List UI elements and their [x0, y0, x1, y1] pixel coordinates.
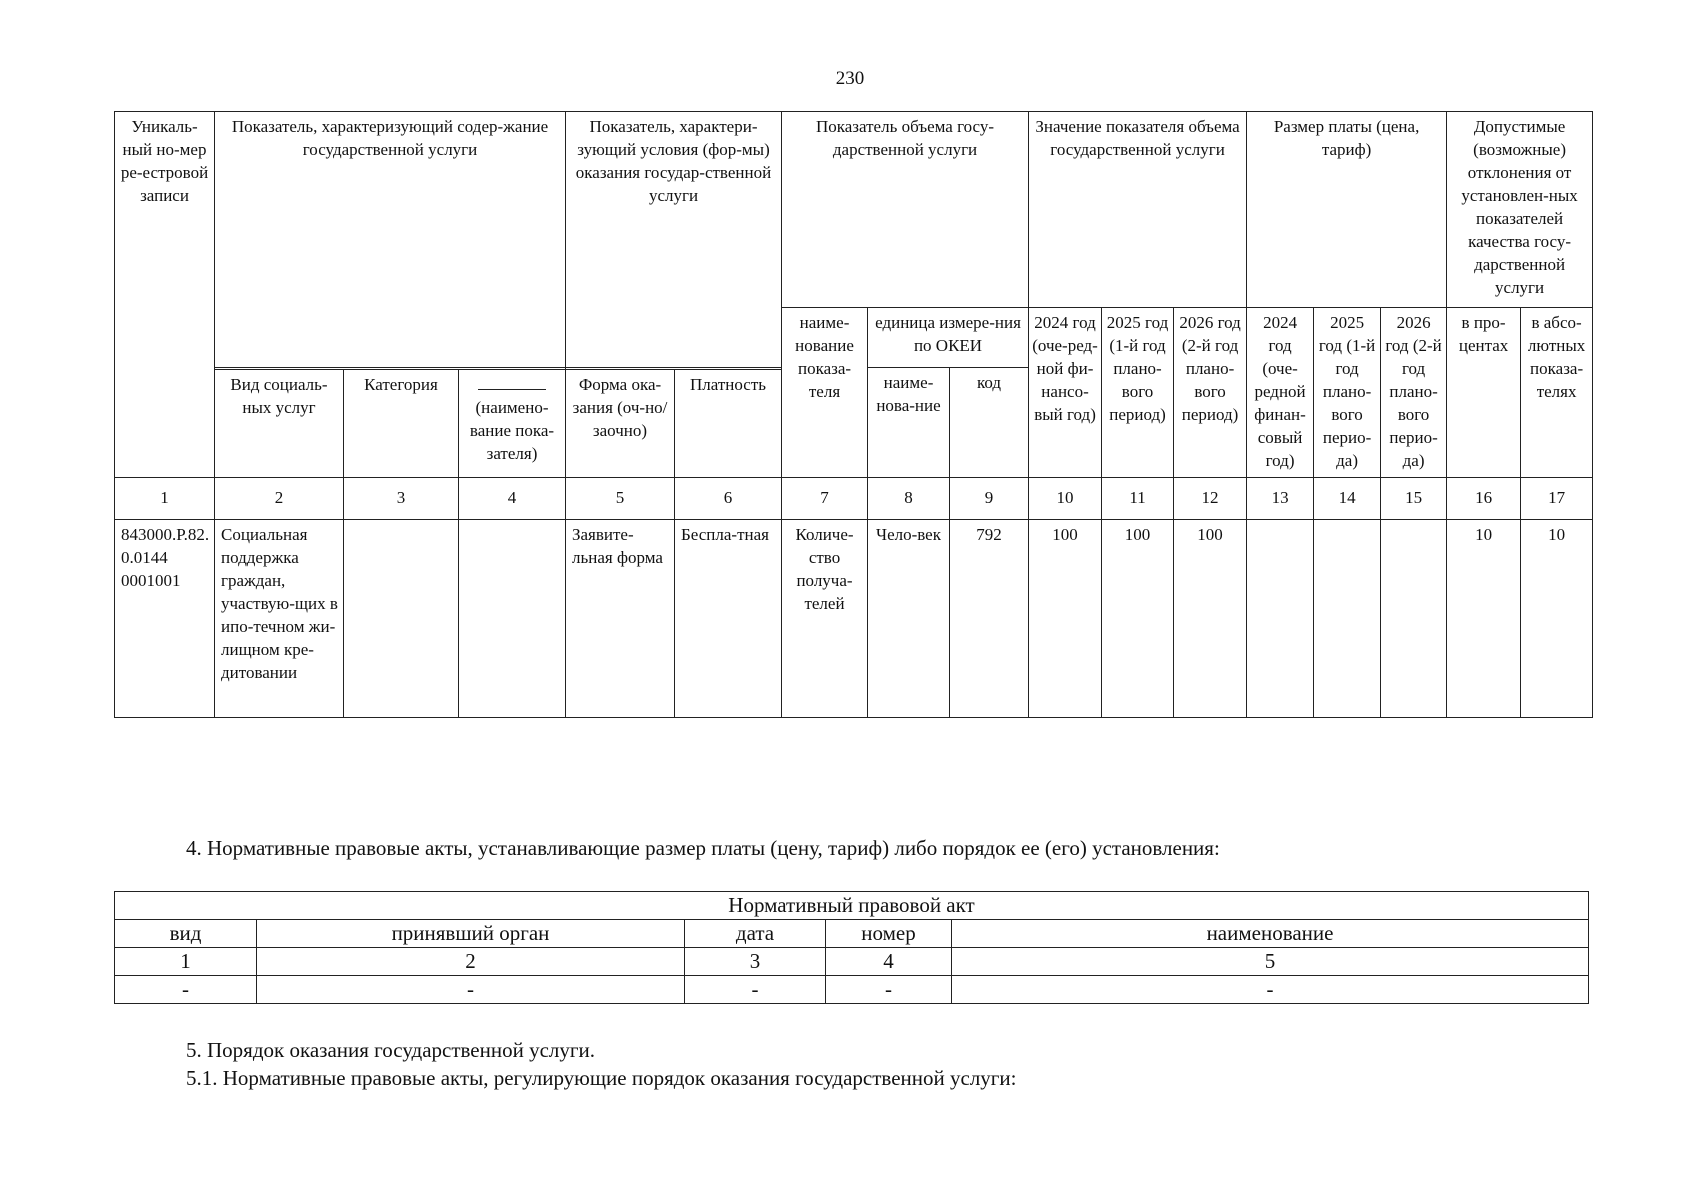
legal-column-number: 5	[952, 948, 1589, 976]
legal-table-title: Нормативный правовой акт	[115, 892, 1589, 920]
legal-header-date: дата	[685, 920, 826, 948]
unit-name-cell: Чело-век	[868, 519, 950, 717]
legal-cell: -	[257, 976, 685, 1004]
header-indicator-name: наиме-нование показа-теля	[782, 308, 868, 478]
header-condition-indicator: Показатель, характери-зующий условия (фор-мы) оказания государ-ственной услуги	[566, 112, 782, 368]
header-okei-name: наиме-нова-ние	[868, 368, 950, 478]
legal-acts-table	[114, 891, 1589, 1004]
service-volume-table	[114, 111, 1593, 718]
volume-2024-cell: 100	[1029, 519, 1102, 717]
legal-column-number: 4	[826, 948, 952, 976]
header-okei-code: код	[950, 368, 1029, 478]
legal-cell: -	[826, 976, 952, 1004]
column-number: 14	[1314, 478, 1381, 520]
header-paid: Платность	[675, 370, 782, 478]
volume-2025-cell: 100	[1102, 519, 1174, 717]
column-number: 9	[950, 478, 1029, 520]
header-unique-number: Уникаль-ный но-мер ре-естровой записи	[115, 112, 215, 478]
column-numbers-row	[115, 478, 1593, 520]
column-number: 7	[782, 478, 868, 520]
header-in-percent: в про-центах	[1447, 308, 1521, 478]
deviation-percent-cell: 10	[1447, 519, 1521, 717]
header-social-services-type: Вид социаль-ных услуг	[215, 370, 344, 478]
form-cell: Заявите-льная форма	[566, 519, 675, 717]
header-okei-unit: единица измере-ния по ОКЕИ	[868, 308, 1029, 368]
header-service-form: Форма ока-зания (оч-но/заочно)	[566, 370, 675, 478]
table-row	[115, 519, 1593, 717]
indicator-cell	[459, 519, 566, 717]
section-5-1-text: 5.1. Нормативные правовые акты, регулирующие порядок оказания государственной услуги:	[186, 1066, 1017, 1090]
table-row	[115, 976, 1589, 1004]
legal-header-number: номер	[826, 920, 952, 948]
header-deviations: Допустимые (возможные) отклонения от установлен-ных показателей качества госу-дарственной услуги	[1447, 112, 1593, 308]
header-indicator-name-blank	[459, 370, 566, 478]
column-number: 10	[1029, 478, 1102, 520]
column-number: 11	[1102, 478, 1174, 520]
category-cell	[344, 519, 459, 717]
header-2025-fee: 2025 год (1-й год плано-вого перио-да)	[1314, 308, 1381, 478]
fee-2025-cell	[1314, 519, 1381, 717]
header-in-absolute: в абсо-лютных показа-телях	[1521, 308, 1593, 478]
column-number: 3	[344, 478, 459, 520]
legal-cell: -	[115, 976, 257, 1004]
legal-cell: -	[952, 976, 1589, 1004]
column-number: 16	[1447, 478, 1521, 520]
column-number: 4	[459, 478, 566, 520]
column-number: 5	[566, 478, 675, 520]
header-volume-value: Значение показателя объема государственной услуги	[1029, 112, 1247, 308]
legal-column-number: 2	[257, 948, 685, 976]
column-number: 6	[675, 478, 782, 520]
column-number: 17	[1521, 478, 1593, 520]
unit-code-cell: 792	[950, 519, 1029, 717]
header-2026-fee: 2026 год (2-й год плано-вого перио-да)	[1381, 308, 1447, 478]
section-5-text: 5. Порядок оказания государственной услуги.	[186, 1038, 595, 1062]
page-number: 230	[835, 68, 865, 89]
legal-cell: -	[685, 976, 826, 1004]
legal-column-number: 1	[115, 948, 257, 976]
header-2024-volume: 2024 год (оче-ред-ной фи-нансо-вый год)	[1029, 308, 1102, 478]
column-number: 12	[1174, 478, 1247, 520]
service-type-cell: Социальная поддержка граждан, участвую-щих в ипо-течном жи-лищном кре-дитовании	[215, 519, 344, 717]
volume-indicator-cell: Количе-ство получа-телей	[782, 519, 868, 717]
deviation-absolute-cell: 10	[1521, 519, 1593, 717]
column-number: 13	[1247, 478, 1314, 520]
registry-number-cell: 843000.Р.82.0.0144 0001001	[115, 519, 215, 717]
legal-header-name: наименование	[952, 920, 1589, 948]
legal-column-number: 3	[685, 948, 826, 976]
column-number: 2	[215, 478, 344, 520]
header-volume-indicator: Показатель объема госу-дарственной услуги	[782, 112, 1029, 308]
header-indicator-blank-label: (наимено-вание пока-зателя)	[469, 397, 555, 463]
fee-2026-cell	[1381, 519, 1447, 717]
header-fee: Размер платы (цена, тариф)	[1247, 112, 1447, 308]
column-number: 15	[1381, 478, 1447, 520]
legal-header-type: вид	[115, 920, 257, 948]
blank-line	[478, 379, 546, 390]
header-2026-volume: 2026 год (2-й год плано-вого период)	[1174, 308, 1247, 478]
section-4-text: 4. Нормативные правовые акты, устанавливающие размер платы (цену, тариф) либо порядок ее (его) установления:	[186, 836, 1220, 860]
volume-2026-cell: 100	[1174, 519, 1247, 717]
column-number: 8	[868, 478, 950, 520]
paid-cell: Беспла-тная	[675, 519, 782, 717]
header-content-indicator: Показатель, характеризующий содер-жание государственной услуги	[215, 112, 566, 368]
header-2025-volume: 2025 год (1-й год плано-вого период)	[1102, 308, 1174, 478]
fee-2024-cell	[1247, 519, 1314, 717]
header-category: Категория	[344, 370, 459, 478]
header-2024-fee: 2024 год (оче-редной финан-совый год)	[1247, 308, 1314, 478]
legal-header-body: принявший орган	[257, 920, 685, 948]
column-number: 1	[115, 478, 215, 520]
